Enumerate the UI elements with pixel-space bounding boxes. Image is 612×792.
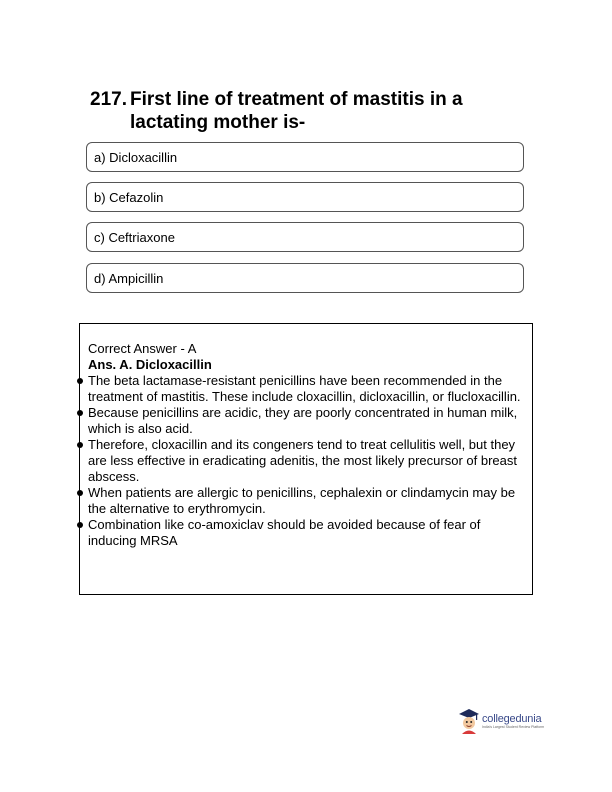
logo-tagline: India's Largest Student Review Platform: [482, 724, 545, 729]
answer-content: [88, 341, 528, 549]
option-a[interactable]: [86, 142, 524, 172]
explanation-item: [88, 485, 528, 517]
option-c-label: c) Ceftriaxone: [94, 230, 175, 245]
option-b-label: b) Cefazolin: [94, 190, 164, 205]
collegedunia-logo[interactable]: [458, 706, 568, 736]
graduate-mascot-icon: [458, 708, 480, 734]
explanation-text: Because penicillins are acidic, they are poorly concentrated in human milk, which is also acid.: [88, 405, 518, 436]
option-a-label: a) Dicloxacillin: [94, 150, 178, 165]
explanation-list: [88, 373, 528, 549]
explanation-item: [88, 373, 528, 405]
explanation-item: [88, 437, 528, 485]
explanation-text: The beta lactamase-resistant penicillins have been recommended in the treatment of mastitis. These include cloxacillin, dicloxacillin, or flucloxacillin.: [88, 373, 521, 404]
explanation-item: [88, 517, 528, 549]
bullet-icon: [77, 490, 83, 496]
answer-box: [79, 323, 533, 595]
explanation-text: Therefore, cloxacillin and its congeners tend to treat cellulitis well, but they are less effective in eradicating adenitis, the most likely precursor of breast abscess.: [88, 437, 517, 484]
explanation-text: Combination like co-amoxiclav should be avoided because of fear of inducing MRSA: [88, 517, 481, 548]
option-d[interactable]: [86, 263, 524, 293]
option-b[interactable]: [86, 182, 524, 212]
logo-name: collegedunia: [482, 712, 542, 725]
explanation-text: When patients are allergic to penicillins, cephalexin or clindamycin may be the alternative to erythromycin.: [88, 485, 516, 516]
bullet-icon: [77, 410, 83, 416]
question-title: [90, 88, 530, 134]
option-c[interactable]: [86, 222, 524, 252]
bullet-icon: [77, 378, 83, 384]
answer-heading: Ans. A. Dicloxacillin: [88, 357, 212, 372]
option-d-label: d) Ampicillin: [94, 271, 164, 286]
explanation-item: [88, 405, 528, 437]
question-number: 217.: [90, 89, 127, 110]
bullet-icon: [77, 442, 83, 448]
bullet-icon: [77, 522, 83, 528]
correct-answer-line: Correct Answer - A: [88, 341, 197, 356]
question-text: First line of treatment of mastitis in a lactating mother is-: [130, 89, 463, 133]
